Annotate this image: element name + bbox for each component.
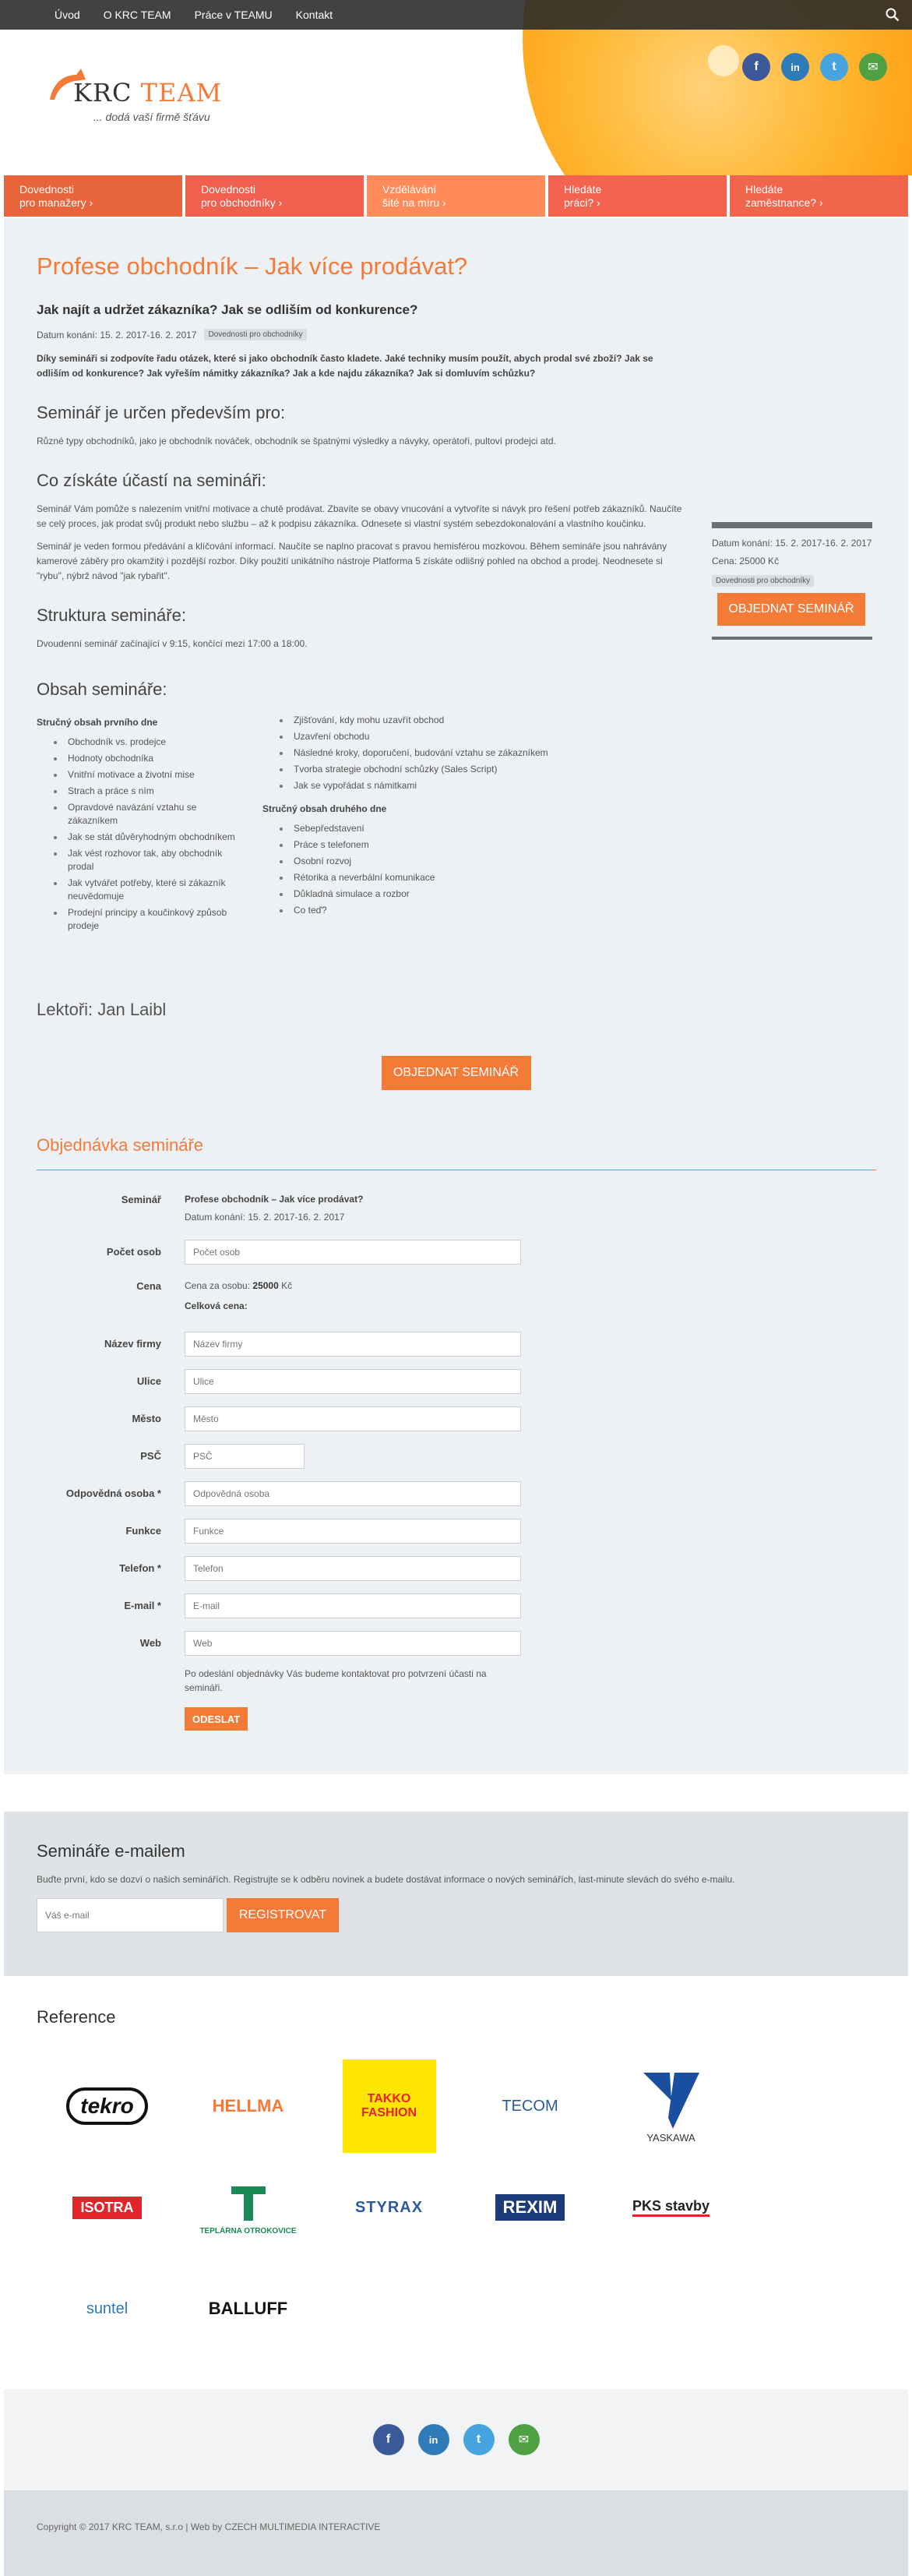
facebook-icon[interactable]: f bbox=[742, 53, 770, 81]
total-price: Celková cena: bbox=[185, 1300, 248, 1311]
tile-hledate-praci[interactable]: Hledáte práci? › bbox=[548, 175, 727, 217]
order-form-title: Objednávka semináře bbox=[37, 1135, 876, 1170]
logo-isotra[interactable]: ISOTRA bbox=[37, 2157, 178, 2258]
main-content bbox=[4, 218, 908, 1774]
top-navigation bbox=[0, 0, 912, 30]
list-item: Hodnoty obchodníka bbox=[37, 752, 243, 765]
copyright: Copyright © 2017 KRC TEAM, s.r.o | Web by CZECH MULTIMEDIA INTERACTIVE bbox=[4, 2490, 908, 2576]
tile-manazery[interactable]: Dovednosti pro manažery › bbox=[4, 175, 182, 217]
form-input[interactable] bbox=[185, 1444, 305, 1469]
price-info bbox=[185, 1280, 292, 1311]
list-item: Uzavření obchodu bbox=[262, 730, 574, 743]
sidebar-bottom-bar bbox=[712, 637, 872, 640]
logo-pks[interactable]: PKS stavby bbox=[600, 2157, 741, 2258]
logo[interactable] bbox=[45, 62, 224, 132]
day1-heading: Stručný obsah prvního dne bbox=[37, 717, 158, 728]
seminar-date: Datum konání: 15. 2. 2017-16. 2. 2017 bbox=[37, 329, 197, 341]
list-item: Zjišťování, kdy mohu uzavřít obchod bbox=[262, 714, 574, 727]
form-input[interactable] bbox=[185, 1481, 521, 1506]
lecturers: Lektoři: Jan Laibl bbox=[37, 1000, 167, 1019]
logo-teplarna[interactable]: TEPLÁRNA OTROKOVICE bbox=[178, 2157, 319, 2258]
logo-tagline: ... dodá vaší firmě šťávu bbox=[93, 111, 210, 123]
tile-hledate-zamestnance[interactable]: Hledáte zaměstnance? › bbox=[730, 175, 908, 217]
label-seminar: Seminář bbox=[121, 1194, 161, 1205]
logo-balluff[interactable]: BALLUFF bbox=[208, 2299, 288, 2318]
logo-styrax[interactable]: STYRAX bbox=[354, 2198, 424, 2216]
newsletter-form bbox=[37, 1898, 875, 1932]
form-label: Web bbox=[139, 1637, 161, 1649]
list-item: Vnitřní motivace a životní mise bbox=[37, 768, 243, 782]
logo-text: KRC TEAM bbox=[73, 78, 223, 108]
logo-suntel[interactable]: suntel bbox=[86, 2299, 129, 2317]
content-column-2 bbox=[262, 711, 574, 936]
logo-hellma[interactable]: HELLMA bbox=[212, 2096, 284, 2115]
nav-uvod[interactable]: Úvod bbox=[55, 9, 80, 21]
form-label: PSČ bbox=[140, 1450, 161, 1462]
list-item: Strach a práce s ním bbox=[37, 785, 243, 798]
logo-tecom[interactable]: TECOM bbox=[502, 2097, 558, 2115]
search-icon[interactable] bbox=[886, 8, 900, 22]
list-item: Jak se stát důvěryhodným obchodníkem bbox=[37, 831, 243, 844]
for-whom-text: Různé typy obchodníků, jako je obchodník nováček, obchodník se špatnými výsledky a návyky, operátoři, pultoví prodejci atd. bbox=[37, 436, 556, 446]
seminar-subtitle: Jak najít a udržet zákazníka? Jak se odliším od konkurence? bbox=[37, 302, 418, 317]
footer-twitter-icon[interactable]: t bbox=[463, 2424, 495, 2455]
nav-prace-v-teamu[interactable]: Práce v TEAMU bbox=[194, 9, 273, 21]
footer-social bbox=[4, 2389, 908, 2490]
logo-tekro[interactable]: tekro bbox=[37, 2056, 178, 2157]
list-item: Prodejní principy a koučinkový způsob prodeje bbox=[37, 906, 243, 933]
email-icon[interactable]: ✉ bbox=[859, 53, 887, 81]
heading-structure: Struktura semináře: bbox=[37, 605, 186, 625]
form-label: Město bbox=[132, 1413, 161, 1424]
form-note: Po odeslání objednávky Vás budeme kontaktovat pro potvrzení účasti na semináři. bbox=[185, 1668, 487, 1693]
form-row bbox=[37, 1444, 875, 1469]
list-item: Opravdové navázání vztahu se zákazníkem bbox=[37, 801, 243, 827]
structure-text: Dvoudenní seminář začínající v 9:15, končící mezi 17:00 a 18:00. bbox=[37, 638, 308, 649]
newsletter-email-input[interactable] bbox=[37, 1898, 224, 1932]
footer-email-icon[interactable]: ✉ bbox=[509, 2424, 540, 2455]
content-columns bbox=[37, 711, 683, 936]
list-item: Osobní rozvoj bbox=[262, 855, 574, 868]
form-input[interactable] bbox=[185, 1519, 521, 1544]
form-input[interactable] bbox=[185, 1631, 521, 1656]
form-label: E-mail * bbox=[124, 1600, 161, 1611]
tile-obchodniky[interactable]: Dovednosti pro obchodníky › bbox=[185, 175, 364, 217]
order-form bbox=[37, 1194, 875, 1731]
form-row-note bbox=[37, 1668, 875, 1695]
page-title: Profese obchodník – Jak více prodávat? bbox=[37, 252, 468, 280]
content-column-1 bbox=[37, 711, 262, 936]
form-input[interactable] bbox=[185, 1406, 521, 1431]
nav-kontakt[interactable]: Kontakt bbox=[295, 9, 333, 21]
twitter-icon[interactable]: t bbox=[820, 53, 848, 81]
form-row-price bbox=[37, 1280, 875, 1311]
order-seminar-button[interactable]: OBJEDNAT SEMINÁŘ bbox=[382, 1056, 531, 1090]
form-row-seminar bbox=[37, 1194, 875, 1223]
form-row bbox=[37, 1519, 875, 1544]
sidebar-top-bar bbox=[712, 522, 872, 528]
references-section bbox=[0, 1976, 912, 2367]
newsletter-title: Semináře e-mailem bbox=[37, 1841, 185, 1861]
form-row bbox=[37, 1593, 875, 1618]
form-label: Ulice bbox=[136, 1375, 161, 1387]
list-item: Práce s telefonem bbox=[262, 838, 574, 852]
logo-takko[interactable]: TAKKO FASHION bbox=[319, 2056, 460, 2157]
form-row-submit bbox=[37, 1707, 875, 1731]
heading-content: Obsah semináře: bbox=[37, 679, 167, 699]
seminar-meta bbox=[37, 329, 683, 341]
list-item: Tvorba strategie obchodní schůzky (Sales Script) bbox=[262, 763, 574, 776]
nav-o-krc-team[interactable]: O KRC TEAM bbox=[103, 9, 171, 21]
linkedin-icon[interactable]: in bbox=[781, 53, 809, 81]
form-input[interactable] bbox=[185, 1593, 521, 1618]
list-item: Jak se vypořádat s námitkami bbox=[262, 779, 574, 792]
submit-button[interactable]: ODESLAT bbox=[185, 1707, 248, 1731]
footer-facebook-icon[interactable]: f bbox=[373, 2424, 404, 2455]
label-count: Počet osob bbox=[106, 1246, 161, 1258]
list-item: Následné kroky, doporučení, budování vztahu se zákazníkem bbox=[262, 746, 574, 760]
intro-text: Díky semináři si zodpovíte řadu otázek, které si jako obchodník často kladete. Jaké techniky musím použít, abych prodal své zboží? Jak se odliším od konkurence? Jak vyřeším námitky zákazníka? Jak a kde najdu zákazníka? Jak si domluvím schůzku? bbox=[37, 353, 653, 379]
seminar-info bbox=[185, 1194, 363, 1223]
logo-yaskawa[interactable]: YASKAWA bbox=[600, 2056, 741, 2157]
teplarna-mark-icon bbox=[225, 2180, 272, 2227]
sidebar-badge[interactable]: Dovednosti pro obchodníky bbox=[712, 575, 814, 587]
form-label: Odpovědná osoba * bbox=[65, 1487, 161, 1499]
sidebar-date: Datum konání: 15. 2. 2017-16. 2. 2017 bbox=[712, 538, 872, 549]
benefits-text-2: Seminář je veden formou předávání a klíčování informací. Naučíte se naplno pracovat s pravou hemisférou mozkovou. Během semináře jsou nahrávány kamerové záběry pro okamžitý i pozdější rozbor. Díky použití unikátního nástroje Platforma 5 získáte odlišný pohled na obchod a prodej. Neodnesete si "rybu", nýbrž návod "jak rybařit". bbox=[37, 541, 667, 581]
newsletter-text: Buďte první, kdo se dozví o našich seminářích. Registrujte se k odběru novinek a budete dostávat informace o nových seminářích, last-minute slevách do svého e-mailu. bbox=[37, 1874, 735, 1885]
day1-list-continued bbox=[262, 714, 574, 792]
social-links bbox=[731, 53, 887, 81]
sidebar-order-button[interactable]: OBJEDNAT SEMINÁŘ bbox=[717, 593, 865, 626]
sidebar-price: Cena: 25000 Kč bbox=[712, 556, 780, 566]
form-row bbox=[37, 1481, 875, 1506]
day2-heading: Stručný obsah druhého dne bbox=[262, 803, 387, 814]
references-title: Reference bbox=[37, 2007, 116, 2027]
list-item: Jak vést rozhovor tak, aby obchodník prodal bbox=[37, 847, 243, 873]
form-fields bbox=[37, 1332, 875, 1656]
list-item: Důkladná simulace a rozbor bbox=[262, 887, 574, 901]
category-badge[interactable]: Dovednosti pro obchodníky bbox=[204, 329, 306, 341]
heading-for-whom: Seminář je určen především pro: bbox=[37, 403, 286, 422]
form-input[interactable] bbox=[185, 1556, 521, 1581]
form-row bbox=[37, 1406, 875, 1431]
reference-logos bbox=[37, 2056, 875, 2359]
yaskawa-mark-icon bbox=[640, 2070, 702, 2132]
list-item: Jak vytvářet potřeby, které si zákazník neuvědomuje bbox=[37, 877, 243, 903]
list-item: Rétorika a neverbální komunikace bbox=[262, 871, 574, 884]
form-input[interactable] bbox=[185, 1369, 521, 1394]
footer-linkedin-icon[interactable]: in bbox=[418, 2424, 449, 2455]
form-row bbox=[37, 1631, 875, 1656]
price-per-person: Cena za osobu: 25000 Kč bbox=[185, 1280, 293, 1291]
newsletter-section bbox=[4, 1812, 908, 1976]
day1-list bbox=[37, 736, 262, 933]
seminar-description bbox=[37, 302, 683, 936]
form-label: Název firmy bbox=[104, 1338, 161, 1350]
benefits-text-1: Seminář Vám pomůže s nalezením vnitřní motivace a chutě prodávat. Zbavíte se obavy vnucování a vytvoříte si návyk pro řešení potřeb zákazníků. Naučíte se celý proces, jak prodat svůj produkt nebo službu – až k podpisu zákazníka. Odnesete si vlastní systém sebezdokonalování a vlastního koučinku. bbox=[37, 503, 682, 529]
form-row bbox=[37, 1556, 875, 1581]
sidebar-box bbox=[712, 522, 872, 640]
form-input[interactable] bbox=[185, 1332, 521, 1357]
logo-rexim[interactable]: REXIM bbox=[460, 2157, 600, 2258]
form-row bbox=[37, 1332, 875, 1357]
label-price: Cena bbox=[136, 1280, 161, 1292]
newsletter-register-button[interactable]: REGISTROVAT bbox=[227, 1898, 339, 1932]
form-label: Funkce bbox=[125, 1525, 161, 1537]
category-tiles bbox=[4, 175, 911, 217]
day2-list bbox=[262, 822, 574, 917]
count-input[interactable] bbox=[185, 1240, 521, 1265]
order-button-wrap bbox=[37, 1056, 875, 1090]
seminar-name: Profese obchodník – Jak více prodávat? bbox=[185, 1194, 364, 1205]
list-item: Co teď? bbox=[262, 904, 574, 917]
form-row bbox=[37, 1369, 875, 1394]
tile-vzdelavani[interactable]: Vzdělávání šité na míru › bbox=[367, 175, 545, 217]
form-label: Telefon * bbox=[119, 1562, 161, 1574]
list-item: Sebepředstavení bbox=[262, 822, 574, 835]
seminar-info-date: Datum konání: 15. 2. 2017-16. 2. 2017 bbox=[185, 1212, 345, 1223]
form-row-count bbox=[37, 1240, 875, 1265]
list-item: Obchodník vs. prodejce bbox=[37, 736, 243, 749]
heading-benefits: Co získáte účastí na semináři: bbox=[37, 471, 266, 490]
